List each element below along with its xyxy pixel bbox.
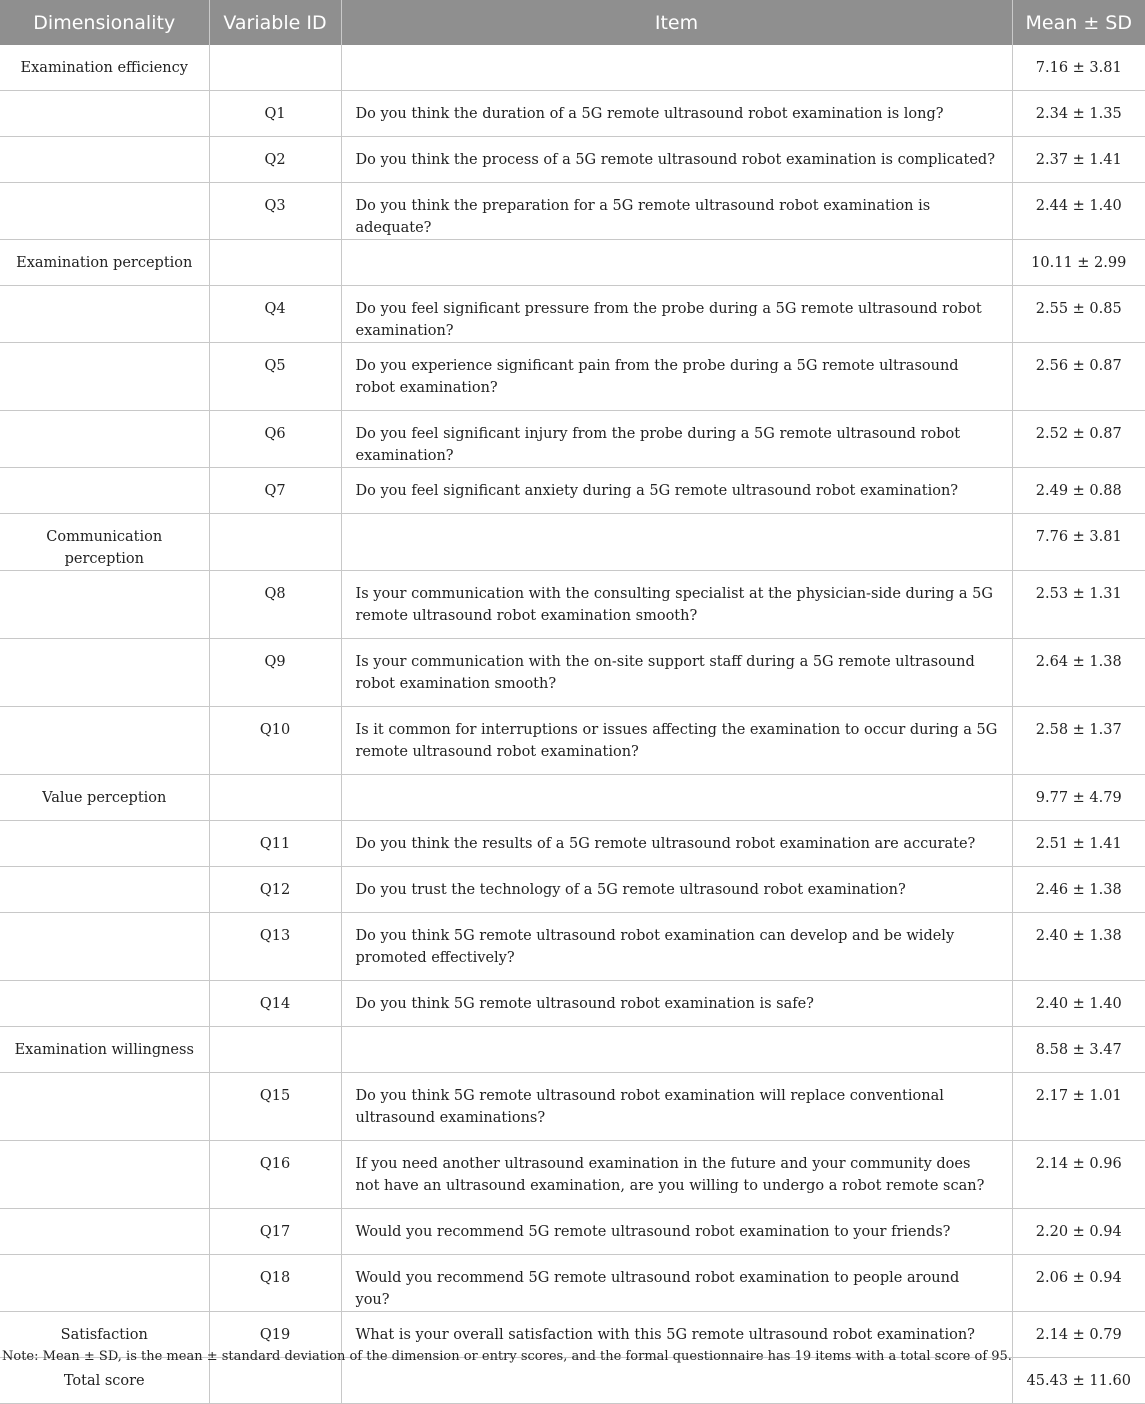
item-cell <box>341 343 1012 411</box>
variable-id-cell-text: Q16 <box>210 1141 341 1175</box>
item-cell <box>341 411 1012 468</box>
table-row <box>0 240 1145 286</box>
item-cell-text: Do you experience significant pain from the probe during a 5G remote ultrasound robot examination? <box>342 343 1012 399</box>
mean-sd-cell <box>1012 821 1145 867</box>
mean-sd-cell <box>1012 137 1145 183</box>
mean-sd-cell-text: 2.40 ± 1.40 <box>1013 981 1145 1015</box>
variable-id-cell <box>209 45 341 91</box>
variable-id-cell-text: Q4 <box>210 286 341 320</box>
item-cell <box>341 867 1012 913</box>
mean-sd-cell-text: 2.49 ± 0.88 <box>1013 468 1145 502</box>
dimension-cell <box>0 913 209 981</box>
mean-sd-cell <box>1012 775 1145 821</box>
mean-sd-cell <box>1012 286 1145 343</box>
mean-sd-cell <box>1012 867 1145 913</box>
mean-sd-cell <box>1012 639 1145 707</box>
variable-id-cell-text: Q1 <box>210 91 341 125</box>
variable-id-cell-text: Q11 <box>210 821 341 855</box>
dimension-cell-text: Total score <box>0 1358 209 1392</box>
mean-sd-cell-text: 2.64 ± 1.38 <box>1013 639 1145 673</box>
item-cell-text: Would you recommend 5G remote ultrasound robot examination to people around you? <box>342 1255 1012 1311</box>
dimension-cell <box>0 981 209 1027</box>
dimension-cell <box>0 1073 209 1141</box>
table-row <box>0 913 1145 981</box>
variable-id-cell-text: Q13 <box>210 913 341 947</box>
dimension-cell-text <box>0 286 209 298</box>
header-mean-sd: Mean ± SD <box>1012 0 1145 45</box>
mean-sd-cell-text: 9.77 ± 4.79 <box>1013 775 1145 809</box>
dimension-cell-text: Satisfaction <box>0 1312 209 1346</box>
item-cell <box>341 1141 1012 1209</box>
mean-sd-cell-text: 2.14 ± 0.79 <box>1013 1312 1145 1346</box>
variable-id-cell-text: Q12 <box>210 867 341 901</box>
variable-id-cell <box>209 1209 341 1255</box>
variable-id-cell <box>209 707 341 775</box>
mean-sd-cell-text: 2.55 ± 0.85 <box>1013 286 1145 320</box>
item-cell <box>341 514 1012 571</box>
variable-id-cell-text: Q15 <box>210 1073 341 1107</box>
dimension-cell-text <box>0 1141 209 1153</box>
dimension-cell <box>0 91 209 137</box>
mean-sd-cell <box>1012 913 1145 981</box>
dimension-cell <box>0 343 209 411</box>
item-cell <box>341 913 1012 981</box>
table-row <box>0 1141 1145 1209</box>
dimension-cell-text <box>0 981 209 993</box>
dimension-cell <box>0 571 209 639</box>
variable-id-cell-text <box>210 240 341 252</box>
mean-sd-cell-text: 2.51 ± 1.41 <box>1013 821 1145 855</box>
variable-id-cell-text: Q8 <box>210 571 341 605</box>
item-cell-text: Is it common for interruptions or issues affecting the examination to occur during a 5G remote ultrasound robot examination? <box>342 707 1012 763</box>
dimension-cell <box>0 1358 209 1404</box>
dimension-cell-text: Examination willingness <box>0 1027 209 1061</box>
table-row <box>0 821 1145 867</box>
mean-sd-cell-text: 2.20 ± 0.94 <box>1013 1209 1145 1243</box>
variable-id-cell-text: Q2 <box>210 137 341 171</box>
dimension-cell-text <box>0 571 209 583</box>
variable-id-cell <box>209 343 341 411</box>
mean-sd-cell <box>1012 343 1145 411</box>
item-cell-text <box>342 45 1012 57</box>
table-row <box>0 137 1145 183</box>
item-cell-text: Do you think the results of a 5G remote ultrasound robot examination are accurate? <box>342 821 1012 855</box>
table-row <box>0 571 1145 639</box>
variable-id-cell-text: Q3 <box>210 183 341 217</box>
table-row <box>0 1255 1145 1312</box>
table-row <box>0 1027 1145 1073</box>
variable-id-cell <box>209 1141 341 1209</box>
dimension-cell <box>0 468 209 514</box>
item-cell-text: Do you trust the technology of a 5G remote ultrasound robot examination? <box>342 867 1012 901</box>
item-cell <box>341 821 1012 867</box>
table-row <box>0 468 1145 514</box>
item-cell <box>341 639 1012 707</box>
dimension-cell-text: Examination efficiency <box>0 45 209 79</box>
dimension-cell-text: Examination perception <box>0 240 209 274</box>
dimension-cell-text: Communication perception <box>0 514 209 570</box>
variable-id-cell <box>209 1358 341 1404</box>
variable-id-cell-text: Q17 <box>210 1209 341 1243</box>
variable-id-cell-text <box>210 514 341 526</box>
table-row <box>0 1358 1145 1404</box>
item-cell <box>341 183 1012 240</box>
item-cell <box>341 91 1012 137</box>
variable-id-cell-text: Q14 <box>210 981 341 1015</box>
mean-sd-cell-text: 2.17 ± 1.01 <box>1013 1073 1145 1107</box>
item-cell <box>341 1358 1012 1404</box>
item-cell-text: Do you feel significant injury from the probe during a 5G remote ultrasound robot examination? <box>342 411 1012 467</box>
variable-id-cell <box>209 1255 341 1312</box>
table-row <box>0 514 1145 571</box>
dimension-cell <box>0 707 209 775</box>
table-row <box>0 1073 1145 1141</box>
mean-sd-cell-text: 8.58 ± 3.47 <box>1013 1027 1145 1061</box>
mean-sd-cell-text: 45.43 ± 11.60 <box>1013 1358 1145 1392</box>
variable-id-cell <box>209 286 341 343</box>
dimension-cell-text <box>0 137 209 149</box>
dimension-cell-text <box>0 468 209 480</box>
variable-id-cell <box>209 913 341 981</box>
dimension-cell <box>0 183 209 240</box>
item-cell <box>341 137 1012 183</box>
mean-sd-cell <box>1012 91 1145 137</box>
item-cell-text: If you need another ultrasound examination in the future and your community does not have an ultrasound examination, are you willing to undergo a robot remote scan? <box>342 1141 1012 1197</box>
dimension-cell-text <box>0 343 209 355</box>
mean-sd-cell <box>1012 468 1145 514</box>
item-cell <box>341 1255 1012 1312</box>
variable-id-cell-text <box>210 45 341 57</box>
dimension-cell-text: Value perception <box>0 775 209 809</box>
table-row <box>0 981 1145 1027</box>
table-body <box>0 45 1145 1404</box>
item-cell-text: Do you think 5G remote ultrasound robot examination will replace conventional ultrasound examinations? <box>342 1073 1012 1129</box>
dimension-cell <box>0 514 209 571</box>
variable-id-cell <box>209 571 341 639</box>
table-row <box>0 183 1145 240</box>
dimension-cell <box>0 45 209 91</box>
variable-id-cell-text: Q10 <box>210 707 341 741</box>
variable-id-cell-text <box>210 775 341 787</box>
variable-id-cell <box>209 411 341 468</box>
mean-sd-cell <box>1012 1141 1145 1209</box>
mean-sd-cell-text: 2.14 ± 0.96 <box>1013 1141 1145 1175</box>
item-cell-text: Do you think the duration of a 5G remote ultrasound robot examination is long? <box>342 91 1012 125</box>
item-cell <box>341 45 1012 91</box>
dimension-cell-text <box>0 639 209 651</box>
dimension-cell <box>0 240 209 286</box>
mean-sd-cell-text: 2.58 ± 1.37 <box>1013 707 1145 741</box>
dimension-cell <box>0 821 209 867</box>
item-cell-text: Do you think 5G remote ultrasound robot examination is safe? <box>342 981 1012 1015</box>
mean-sd-cell-text: 2.34 ± 1.35 <box>1013 91 1145 125</box>
dimension-cell <box>0 411 209 468</box>
variable-id-cell-text: Q18 <box>210 1255 341 1289</box>
variable-id-cell <box>209 821 341 867</box>
dimension-cell <box>0 775 209 821</box>
variable-id-cell-text: Q6 <box>210 411 341 445</box>
item-cell <box>341 775 1012 821</box>
dimension-cell-text <box>0 1255 209 1267</box>
item-cell <box>341 707 1012 775</box>
header-variable-id: Variable ID <box>209 0 341 45</box>
dimension-cell <box>0 286 209 343</box>
mean-sd-cell-text: 2.52 ± 0.87 <box>1013 411 1145 445</box>
variable-id-cell <box>209 514 341 571</box>
dimension-cell-text <box>0 183 209 195</box>
variable-id-cell <box>209 91 341 137</box>
table-row <box>0 286 1145 343</box>
dimension-cell-text <box>0 707 209 719</box>
dimension-cell-text <box>0 867 209 879</box>
mean-sd-cell-text: 2.06 ± 0.94 <box>1013 1255 1145 1289</box>
dimension-cell-text <box>0 91 209 103</box>
variable-id-cell <box>209 981 341 1027</box>
variable-id-cell <box>209 1073 341 1141</box>
item-cell-text <box>342 1027 1012 1039</box>
mean-sd-cell <box>1012 183 1145 240</box>
variable-id-cell <box>209 183 341 240</box>
mean-sd-cell <box>1012 571 1145 639</box>
item-cell <box>341 468 1012 514</box>
mean-sd-cell-text: 2.44 ± 1.40 <box>1013 183 1145 217</box>
table-row <box>0 343 1145 411</box>
variable-id-cell <box>209 639 341 707</box>
variable-id-cell <box>209 775 341 821</box>
variable-id-cell-text <box>210 1027 341 1039</box>
item-cell <box>341 240 1012 286</box>
variable-id-cell <box>209 1027 341 1073</box>
dimension-cell <box>0 1209 209 1255</box>
mean-sd-cell <box>1012 981 1145 1027</box>
item-cell <box>341 571 1012 639</box>
dimension-cell-text <box>0 821 209 833</box>
item-cell-text: Do you feel significant anxiety during a 5G remote ultrasound robot examination? <box>342 468 1012 502</box>
table-header <box>0 0 1145 45</box>
dimension-cell-text <box>0 1073 209 1085</box>
table-row <box>0 1209 1145 1255</box>
mean-sd-cell <box>1012 1358 1145 1404</box>
item-cell <box>341 1073 1012 1141</box>
dimension-cell <box>0 639 209 707</box>
dimension-cell-text <box>0 913 209 925</box>
table-row <box>0 775 1145 821</box>
mean-sd-cell-text: 2.46 ± 1.38 <box>1013 867 1145 901</box>
item-cell <box>341 1209 1012 1255</box>
item-cell-text: Is your communication with the on-site support staff during a 5G remote ultrasound robot examination smooth? <box>342 639 1012 695</box>
item-cell <box>341 286 1012 343</box>
header-dimensionality: Dimensionality <box>0 0 209 45</box>
item-cell-text: What is your overall satisfaction with this 5G remote ultrasound robot examination? <box>342 1312 1012 1346</box>
table-row <box>0 867 1145 913</box>
item-cell-text: Do you think the process of a 5G remote ultrasound robot examination is complicated? <box>342 137 1012 171</box>
variable-id-cell <box>209 240 341 286</box>
variable-id-cell <box>209 867 341 913</box>
variable-id-cell-text: Q19 <box>210 1312 341 1346</box>
dimension-cell-text <box>0 411 209 423</box>
mean-sd-cell-text: 2.40 ± 1.38 <box>1013 913 1145 947</box>
mean-sd-cell-text: 2.56 ± 0.87 <box>1013 343 1145 377</box>
variable-id-cell <box>209 137 341 183</box>
variable-id-cell-text: Q9 <box>210 639 341 673</box>
mean-sd-cell <box>1012 1255 1145 1312</box>
mean-sd-cell <box>1012 1312 1145 1358</box>
item-cell-text: Do you think 5G remote ultrasound robot examination can develop and be widely promoted effectively? <box>342 913 1012 969</box>
item-cell-text <box>342 775 1012 787</box>
mean-sd-cell <box>1012 1027 1145 1073</box>
table-row <box>0 91 1145 137</box>
dimension-cell <box>0 1255 209 1312</box>
mean-sd-cell <box>1012 45 1145 91</box>
dimension-cell <box>0 1141 209 1209</box>
item-cell-text <box>342 514 1012 526</box>
item-cell-text <box>342 240 1012 252</box>
item-cell-text: Do you feel significant pressure from the probe during a 5G remote ultrasound robot examination? <box>342 286 1012 342</box>
header-item: Item <box>341 0 1012 45</box>
mean-sd-cell <box>1012 707 1145 775</box>
variable-id-cell-text: Q7 <box>210 468 341 502</box>
variable-id-cell <box>209 468 341 514</box>
table-row <box>0 411 1145 468</box>
dimension-cell <box>0 867 209 913</box>
mean-sd-cell <box>1012 240 1145 286</box>
item-cell-text: Is your communication with the consulting specialist at the physician-side during a 5G remote ultrasound robot examination smooth? <box>342 571 1012 627</box>
mean-sd-cell <box>1012 1209 1145 1255</box>
mean-sd-cell-text: 7.76 ± 3.81 <box>1013 514 1145 548</box>
table-note: Note: Mean ± SD, is the mean ± standard deviation of the dimension or entry scores, and the formal questionnaire has 19 items with a total score of 95. <box>2 1349 1012 1364</box>
table-row <box>0 707 1145 775</box>
dimension-cell <box>0 1027 209 1073</box>
mean-sd-cell-text: 7.16 ± 3.81 <box>1013 45 1145 79</box>
variable-id-cell-text: Q5 <box>210 343 341 377</box>
mean-sd-cell-text: 2.37 ± 1.41 <box>1013 137 1145 171</box>
item-cell-text: Would you recommend 5G remote ultrasound robot examination to your friends? <box>342 1209 1012 1243</box>
mean-sd-cell <box>1012 514 1145 571</box>
mean-sd-cell <box>1012 1073 1145 1141</box>
item-cell <box>341 1027 1012 1073</box>
table-row <box>0 45 1145 91</box>
mean-sd-cell <box>1012 411 1145 468</box>
table-row <box>0 639 1145 707</box>
dimension-cell <box>0 137 209 183</box>
item-cell-text: Do you think the preparation for a 5G remote ultrasound robot examination is adequate? <box>342 183 1012 239</box>
mean-sd-cell-text: 10.11 ± 2.99 <box>1013 240 1145 274</box>
mean-sd-cell-text: 2.53 ± 1.31 <box>1013 571 1145 605</box>
dimension-cell-text <box>0 1209 209 1221</box>
item-cell <box>341 981 1012 1027</box>
